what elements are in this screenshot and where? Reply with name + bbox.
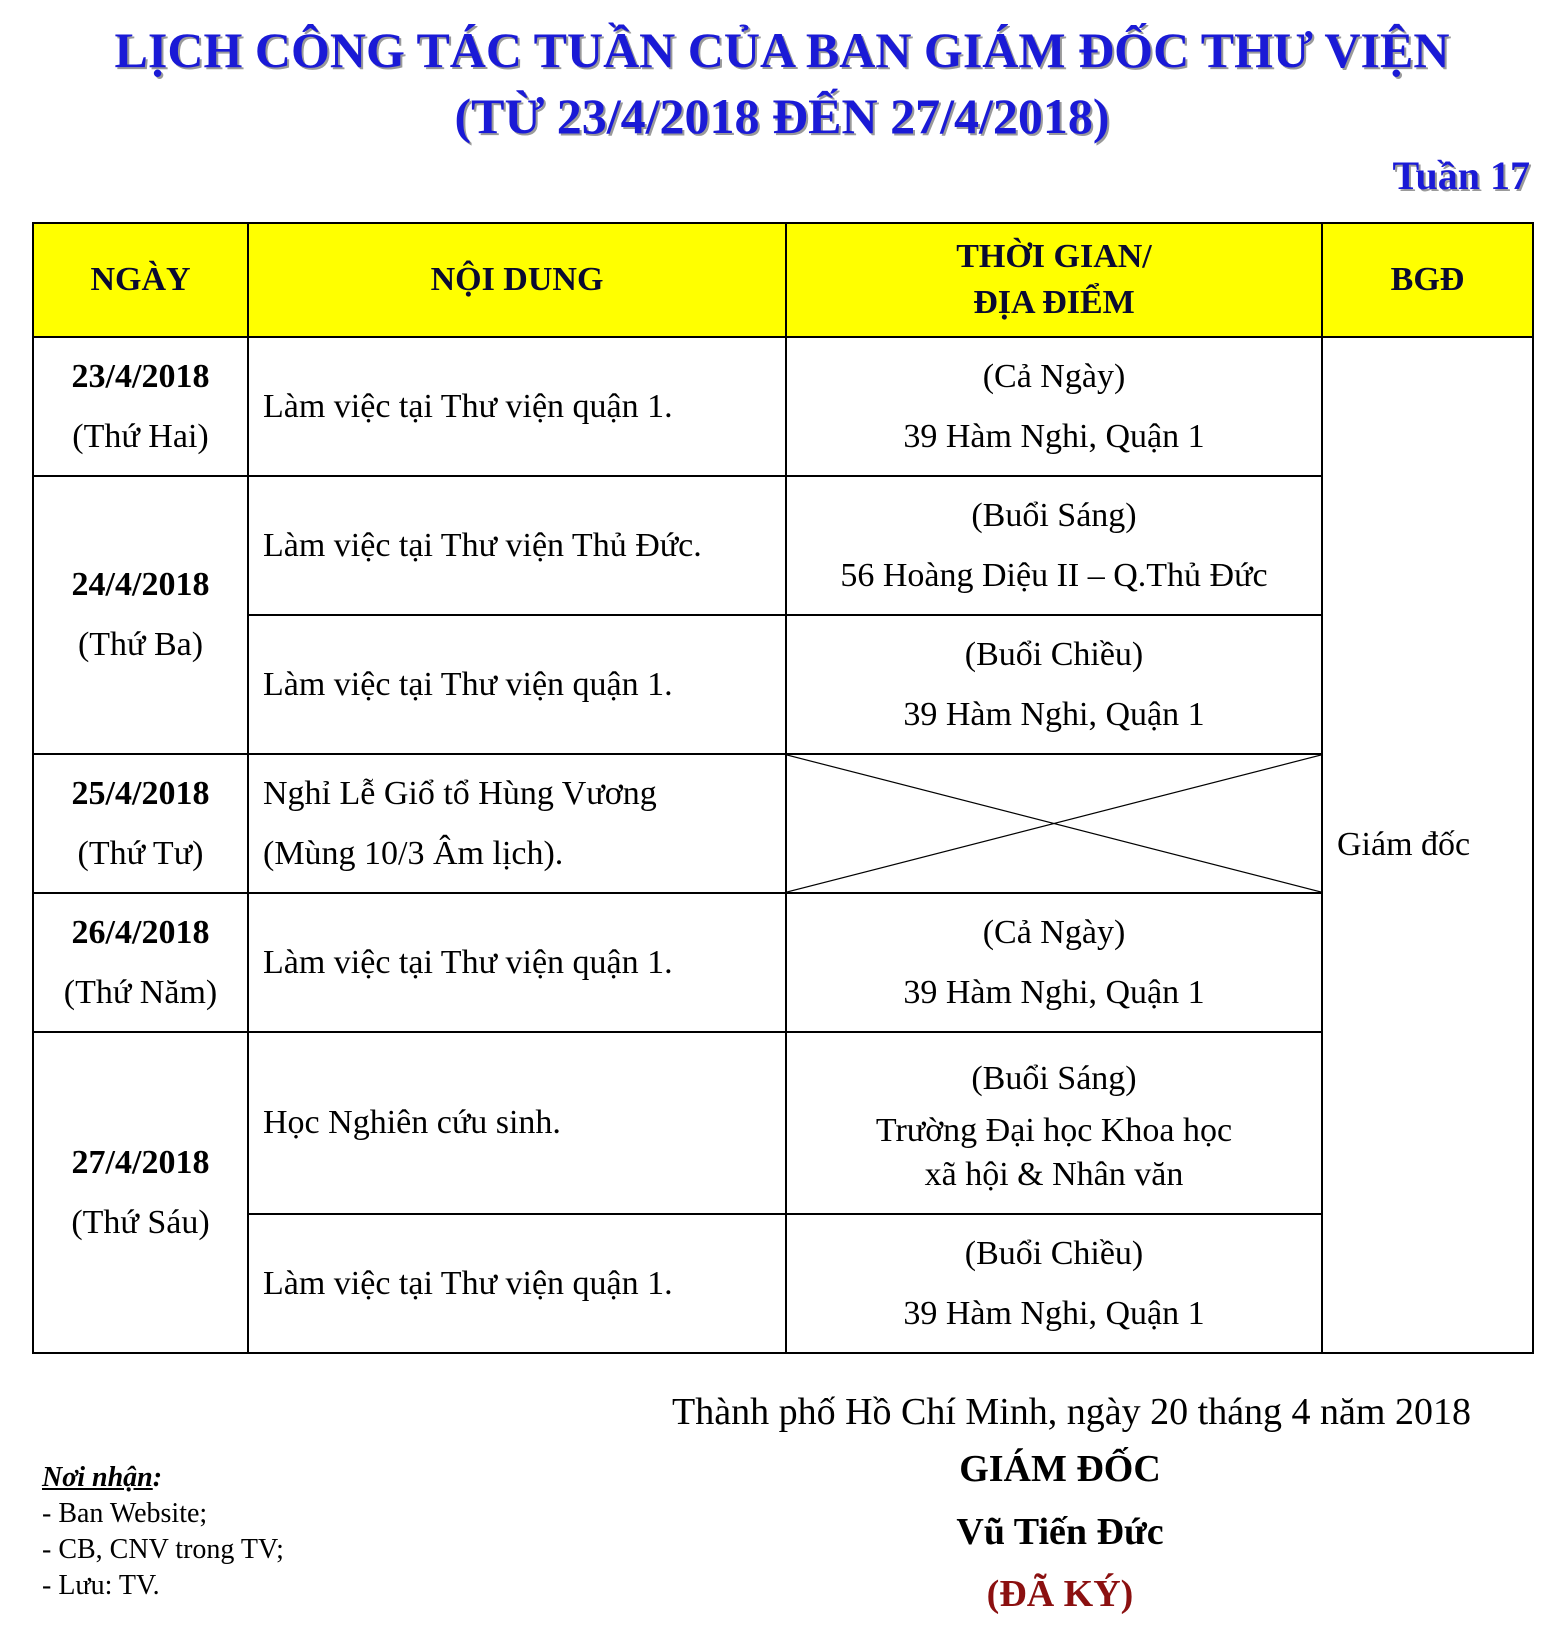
content-cell: Làm việc tại Thư viện Thủ Đức. [248, 476, 786, 615]
content-cell [248, 754, 786, 893]
signed-stamp: (ĐÃ KÝ) [986, 1573, 1134, 1615]
time-place-cell [786, 476, 1322, 615]
time-text: (Cả Ngày) [982, 357, 1126, 395]
time-place-cell [786, 615, 1322, 754]
time-place-cell [786, 337, 1322, 476]
day-cell [33, 754, 248, 893]
time-place-cell [786, 1214, 1322, 1353]
content-line: Nghỉ Lễ Giổ tổ Hùng Vương [263, 774, 657, 812]
place-text: 39 Hàm Nghi, Quận 1 [903, 1294, 1205, 1332]
day-cell [33, 893, 248, 1032]
column-header-bgd: BGĐ [1322, 223, 1533, 337]
time-text: (Buổi Chiều) [964, 1234, 1144, 1272]
day-weekday: (Thứ Năm) [63, 973, 218, 1011]
table-row [33, 1032, 1533, 1214]
content-line: (Mùng 10/3 Âm lịch). [263, 834, 564, 872]
day-date: 24/4/2018 [71, 566, 210, 603]
recipients-heading-text: Nơi nhận [42, 1462, 153, 1493]
time-text: (Buổi Sáng) [971, 496, 1137, 534]
document-date-range: (TỪ 23/4/2018 ĐẾN 27/4/2018) [454, 88, 1110, 144]
content-cell: Làm việc tại Thư viện quận 1. [248, 337, 786, 476]
document-title: LỊCH CÔNG TÁC TUẦN CỦA BAN GIÁM ĐỐC THƯ VIỆN [114, 22, 1450, 78]
day-date: 23/4/2018 [71, 357, 210, 395]
day-weekday: (Thứ Sáu) [71, 1203, 210, 1241]
place-text: 56 Hoàng Diệu II – Q.Thủ Đức [840, 556, 1268, 594]
day-weekday: (Thứ Tư) [77, 834, 204, 872]
table-row [33, 754, 1533, 893]
place-text: 39 Hàm Nghi, Quận 1 [903, 695, 1205, 733]
time-place-cell [786, 1032, 1322, 1214]
day-date: 26/4/2018 [71, 913, 210, 951]
signer-role: GIÁM ĐỐC [959, 1448, 1161, 1490]
table-row [33, 615, 1533, 754]
day-date: 27/4/2018 [71, 1143, 210, 1181]
week-label: Tuần 17 [1392, 153, 1530, 198]
column-header-time: THỜI GIAN/ [956, 238, 1152, 275]
signer-name: Vũ Tiến Đức [956, 1511, 1164, 1553]
column-header-day: NGÀY [33, 223, 248, 337]
table-header-row [33, 223, 1533, 337]
content-cell: Làm việc tại Thư viện quận 1. [248, 615, 786, 754]
recipients-heading: Nơi nhận: [42, 1462, 163, 1493]
content-cell: Học Nghiên cứu sinh. [248, 1032, 786, 1214]
content-cell: Làm việc tại Thư viện quận 1. [248, 893, 786, 1032]
recipient-item: - Lưu: TV. [42, 1570, 160, 1601]
table-row [33, 893, 1533, 1032]
recipients-block [42, 1460, 284, 1604]
column-header-place: ĐỊA ĐIỂM [973, 284, 1135, 321]
recipient-item: - Ban Website; [42, 1498, 208, 1529]
day-cell [33, 476, 248, 754]
schedule-table [32, 222, 1534, 1354]
place-text: 39 Hàm Nghi, Quận 1 [903, 417, 1205, 455]
time-text: (Buổi Chiều) [964, 635, 1144, 673]
place-text: Trường Đại học Khoa học [875, 1112, 1233, 1149]
day-cell [33, 1032, 248, 1353]
time-text: (Cả Ngày) [982, 913, 1126, 951]
content-cell: Làm việc tại Thư viện quận 1. [248, 1214, 786, 1353]
place-text: xã hội & Nhân văn [924, 1156, 1184, 1193]
table-row [33, 1214, 1533, 1353]
column-header-content: NỘI DUNG [248, 223, 786, 337]
crossed-out-cell [786, 754, 1322, 893]
table-row [33, 337, 1533, 476]
table-row [33, 476, 1533, 615]
time-place-cell [786, 893, 1322, 1032]
column-header-time-place [786, 223, 1322, 337]
city-date-line: Thành phố Hồ Chí Minh, ngày 20 tháng 4 năm 2018 [672, 1391, 1471, 1433]
day-cell [33, 337, 248, 476]
cross-mark-icon [787, 755, 1321, 892]
time-text: (Buổi Sáng) [971, 1060, 1137, 1097]
place-text: 39 Hàm Nghi, Quận 1 [903, 973, 1205, 1011]
recipient-item: - CB, CNV trong TV; [42, 1534, 284, 1565]
day-weekday: (Thứ Hai) [72, 417, 209, 455]
bgd-cell: Giám đốc [1322, 337, 1533, 1353]
day-date: 25/4/2018 [71, 774, 210, 812]
day-weekday: (Thứ Ba) [77, 626, 204, 663]
